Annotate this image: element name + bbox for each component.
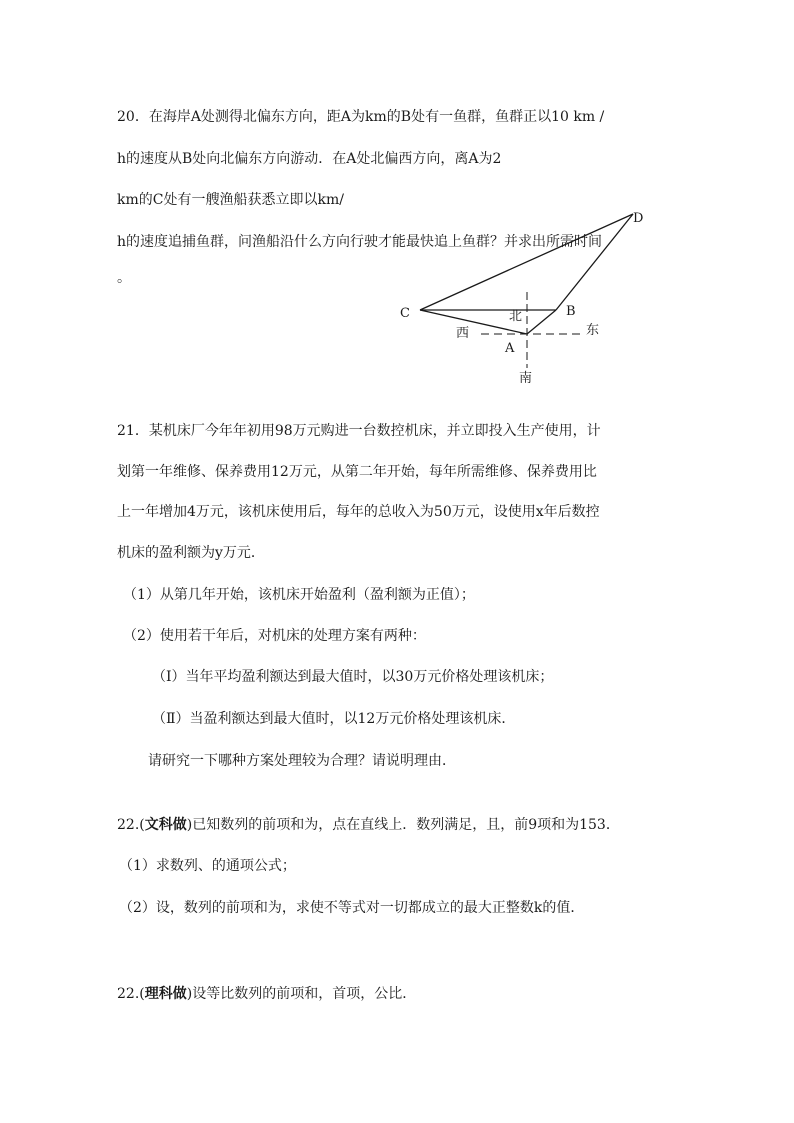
segment-db xyxy=(556,214,633,310)
q22-li-text: )设等比数列的前项和，首项，公比． xyxy=(186,986,417,1002)
q21-subquestion-1: （1）从第几年开始，该机床开始盈利（盈利额为正值）； xyxy=(123,587,475,603)
q21-line-1: 21．某机床厂今年年初用98万元购进一台数控机床，并立即投入生产使用，计 xyxy=(117,423,601,439)
q20-line-5: 。 xyxy=(117,270,131,286)
q22-wen-text: )已知数列的前项和为，点在直线上．数列满足，且，前9项和为153． xyxy=(186,817,620,833)
q22-li-tag: 理科做 xyxy=(144,986,187,1002)
point-b-label: B xyxy=(566,304,576,319)
q21-closing-question: 请研究一下哪种方案处理较为合理？请说明理由． xyxy=(148,753,456,769)
q22-wen-tag: 文科做 xyxy=(144,817,187,833)
q22-wen-subquestion-2: （2）设，数列的前项和为，求使不等式对一切都成立的最大正整数k的值． xyxy=(119,900,585,916)
direction-west-label: 西 xyxy=(456,326,470,341)
direction-east-label: 东 xyxy=(586,323,600,338)
q22-li-prefix: 22.( xyxy=(117,986,145,1002)
direction-south-label: 南 xyxy=(519,371,533,386)
point-c-label: C xyxy=(400,306,410,321)
q22-wen-line xyxy=(117,815,620,835)
q21-option-2: （Ⅱ）当盈利额达到最大值时，以12万元价格处理该机床． xyxy=(152,711,516,727)
q20-line-1: 20．在海岸A处测得北偏东方向，距A为km的B处有一鱼群，鱼群正以10 km / xyxy=(117,109,605,125)
direction-north-label: 北 xyxy=(509,309,523,324)
q20-line-2: h的速度从B处向北偏东方向游动．在A处北偏西方向，离A为2 xyxy=(117,151,502,167)
q21-line-3: 上一年增加4万元，该机床使用后，每年的总收入为50万元，设使用x年后数控 xyxy=(117,504,600,520)
q21-line-4: 机床的盈利额为y万元． xyxy=(117,545,265,561)
q20-line-4: h的速度追捕鱼群，问渔船沿什么方向行驶才能最快追上鱼群？并求出所需时间 xyxy=(117,234,603,250)
q22-wen-prefix: 22.( xyxy=(117,817,145,833)
q21-subquestion-2: （2）使用若干年后，对机床的处理方案有两种： xyxy=(123,628,426,644)
point-a-label: A xyxy=(505,341,515,356)
q21-line-2: 划第一年维修、保养费用12万元，从第二年开始，每年所需维修、保养费用比 xyxy=(117,464,597,480)
q21-option-1: （Ⅰ）当年平均盈利额达到最大值时，以30万元价格处理该机床； xyxy=(152,669,554,685)
point-d-label: D xyxy=(633,211,644,226)
q22-li-line xyxy=(117,984,416,1004)
segment-ab xyxy=(527,310,556,334)
q20-line-3: km的C处有一艘渔船获悉立即以km/ xyxy=(117,192,344,208)
q22-wen-subquestion-1: （1）求数列、的通项公式； xyxy=(119,858,296,874)
